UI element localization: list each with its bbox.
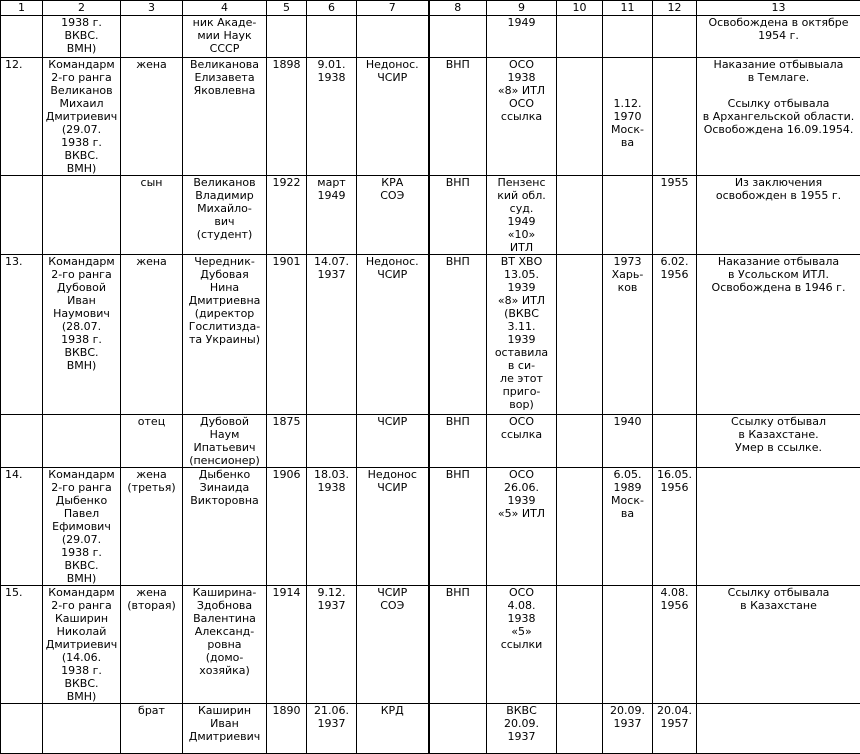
- table-cell-col-8: [429, 58, 487, 176]
- cell-text: 18.03. 1938: [307, 468, 356, 494]
- cell-text: 1890: [267, 704, 306, 717]
- cell-text: ВКВС 20.09. 1937: [487, 704, 556, 743]
- cell-text: Командарм 2-го ранга Дубовой Иван Наумович (28.07. 1938 г. ВКВС. ВМН): [43, 255, 120, 372]
- cell-text: 1955: [653, 176, 696, 189]
- cell-text: 6.02. 1956: [653, 255, 696, 281]
- table-cell-col-3: [121, 586, 183, 704]
- table-cell-col-9: [487, 58, 557, 176]
- column-header-7: 7: [357, 1, 429, 16]
- table-cell-col-1: [1, 704, 43, 754]
- table-cell-col-11: [603, 704, 653, 754]
- column-header-2: 2: [43, 1, 121, 16]
- cell-text: Командарм 2-го ранга Каширин Николай Дмитриевич (14.06. 1938 г. ВКВС. ВМН): [43, 586, 120, 703]
- table-cell-col-9: [487, 468, 557, 586]
- table-row: [1, 58, 860, 176]
- column-header-13: 13: [697, 1, 860, 16]
- table-cell-col-13: [697, 415, 860, 468]
- table-row: [1, 586, 860, 704]
- cell-text: Ссылку отбывал в Казахстане. Умер в ссылке.: [697, 415, 860, 454]
- table-cell-col-11: [603, 586, 653, 704]
- cell-text: Наказание отбывала в Усольском ИТЛ. Освобождена в 1946 г.: [697, 255, 860, 294]
- table-cell-col-1: [1, 16, 43, 58]
- table-cell-col-2: [43, 704, 121, 754]
- table-cell-col-9: [487, 586, 557, 704]
- table-cell-col-1: [1, 58, 43, 176]
- table-cell-col-7: [357, 468, 429, 586]
- cell-text: 20.04. 1957: [653, 704, 696, 730]
- table-cell-col-12: [653, 586, 697, 704]
- cell-text: жена: [121, 58, 182, 71]
- table-cell-col-11: [603, 58, 653, 176]
- cell-text: 4.08. 1956: [653, 586, 696, 612]
- table-cell-col-10: [557, 16, 603, 58]
- table-cell-col-5: [267, 176, 307, 255]
- table-cell-col-13: [697, 16, 860, 58]
- table-cell-col-12: [653, 16, 697, 58]
- column-header-11: 11: [603, 1, 653, 16]
- table-cell-col-4: [183, 586, 267, 704]
- cell-text: Командарм 2-го ранга Великанов Михаил Дмитриевич (29.07. 1938 г. ВКВС. ВМН): [43, 58, 120, 175]
- column-header-10: 10: [557, 1, 603, 16]
- column-header-5: 5: [267, 1, 307, 16]
- cell-text: 16.05. 1956: [653, 468, 696, 494]
- cell-text: ОСО ссылка: [487, 415, 556, 441]
- table-cell-col-10: [557, 468, 603, 586]
- table-cell-col-4: [183, 255, 267, 415]
- cell-text: 1973 Харь- ков: [603, 255, 652, 294]
- table-cell-col-9: [487, 415, 557, 468]
- table-cell-col-12: [653, 58, 697, 176]
- table-cell-col-10: [557, 586, 603, 704]
- cell-text: 1901: [267, 255, 306, 268]
- cell-text: Ссылку отбывала в Казахстане: [697, 586, 860, 612]
- table-cell-col-11: [603, 415, 653, 468]
- cell-text: КРА СОЭ: [357, 176, 428, 202]
- cell-text: ВТ ХВО 13.05. 1939 «8» ИТЛ (ВКВС 3.11. 1939 оставила в си- ле этот приго- вор): [487, 255, 556, 411]
- table-cell-col-3: [121, 176, 183, 255]
- table-cell-col-2: [43, 16, 121, 58]
- cell-text: ВНП: [430, 468, 487, 481]
- table-cell-col-4: [183, 16, 267, 58]
- table-cell-col-1: [1, 468, 43, 586]
- table-cell-col-13: [697, 255, 860, 415]
- cell-text: Каширин Иван Дмитриевич: [183, 704, 266, 743]
- table-cell-col-7: [357, 704, 429, 754]
- cell-text: ВНП: [430, 415, 487, 428]
- table-cell-col-6: [307, 468, 357, 586]
- table-cell-col-11: [603, 176, 653, 255]
- cell-text: ОСО 4.08. 1938 «5» ссылки: [487, 586, 556, 651]
- table-cell-col-7: [357, 58, 429, 176]
- cell-text: Дыбенко Зинаида Викторовна: [183, 468, 266, 507]
- table-cell-col-6: [307, 176, 357, 255]
- cell-text: ЧСИР: [357, 415, 428, 428]
- table-cell-col-8: [429, 415, 487, 468]
- cell-text: жена: [121, 255, 182, 268]
- table-cell-col-2: [43, 468, 121, 586]
- table-row: [1, 415, 860, 468]
- cell-text: Командарм 2-го ранга Дыбенко Павел Ефимович (29.07. 1938 г. ВКВС. ВМН): [43, 468, 120, 585]
- cell-text: Пензенс кий обл. суд. 1949 «10» ИТЛ: [487, 176, 556, 254]
- table-cell-col-5: [267, 586, 307, 704]
- table-cell-col-12: [653, 255, 697, 415]
- column-header-6: 6: [307, 1, 357, 16]
- table-cell-col-8: [429, 704, 487, 754]
- table-cell-col-1: [1, 415, 43, 468]
- table-cell-col-13: [697, 704, 860, 754]
- table-cell-col-10: [557, 415, 603, 468]
- table-cell-col-8: [429, 255, 487, 415]
- table-cell-col-4: [183, 58, 267, 176]
- table-cell-col-10: [557, 176, 603, 255]
- cell-text: ВНП: [430, 58, 487, 71]
- table-cell-col-7: [357, 586, 429, 704]
- table-cell-col-10: [557, 58, 603, 176]
- table-cell-col-3: [121, 58, 183, 176]
- table-cell-col-3: [121, 255, 183, 415]
- table-cell-col-10: [557, 704, 603, 754]
- table-cell-col-8: [429, 176, 487, 255]
- cell-text: 13.: [5, 255, 42, 268]
- table-cell-col-4: [183, 468, 267, 586]
- cell-text: Дубовой Наум Ипатьевич (пенсионер): [183, 415, 266, 467]
- cell-text: ОСО 26.06. 1939 «5» ИТЛ: [487, 468, 556, 520]
- table-cell-col-2: [43, 586, 121, 704]
- cell-text: ВНП: [430, 255, 487, 268]
- table-cell-col-5: [267, 16, 307, 58]
- table-cell-col-5: [267, 468, 307, 586]
- cell-text: отец: [121, 415, 182, 428]
- table-cell-col-11: [603, 16, 653, 58]
- table-cell-col-6: [307, 704, 357, 754]
- table-cell-col-11: [603, 255, 653, 415]
- table-cell-col-13: [697, 176, 860, 255]
- cell-text: 1914: [267, 586, 306, 599]
- table-cell-col-7: [357, 16, 429, 58]
- cell-text: КРД: [357, 704, 428, 717]
- table-cell-col-1: [1, 176, 43, 255]
- column-header-12: 12: [653, 1, 697, 16]
- column-header-8: 8: [429, 1, 487, 16]
- cell-text: Чередник- Дубовая Нина Дмитриевна (директор Гослитизда- та Украины): [183, 255, 266, 346]
- table-row: [1, 468, 860, 586]
- table-cell-col-8: [429, 468, 487, 586]
- table-cell-col-13: [697, 586, 860, 704]
- cell-text: жена (вторая): [121, 586, 182, 612]
- cell-text: 1.12. 1970 Моск- ва: [603, 58, 652, 149]
- cell-text: 1940: [603, 415, 652, 428]
- table-cell-col-12: [653, 415, 697, 468]
- cell-text: 9.12. 1937: [307, 586, 356, 612]
- cell-text: ЧСИР СОЭ: [357, 586, 428, 612]
- table-cell-col-13: [697, 468, 860, 586]
- table-cell-col-3: [121, 415, 183, 468]
- cell-text: 20.09. 1937: [603, 704, 652, 730]
- cell-text: Недонос. ЧСИР: [357, 58, 428, 84]
- table-cell-col-3: [121, 468, 183, 586]
- cell-text: Великанов Владимир Михайло- вич (студент): [183, 176, 266, 241]
- cell-text: ВНП: [430, 176, 487, 189]
- table-cell-col-2: [43, 58, 121, 176]
- cell-text: Из заключения освобожден в 1955 г.: [697, 176, 860, 202]
- column-header-4: 4: [183, 1, 267, 16]
- table-cell-col-2: [43, 255, 121, 415]
- table-cell-col-7: [357, 415, 429, 468]
- cell-text: 1922: [267, 176, 306, 189]
- header-row: [1, 1, 860, 16]
- cell-text: 1898: [267, 58, 306, 71]
- cell-text: Недонос ЧСИР: [357, 468, 428, 494]
- table-cell-col-12: [653, 468, 697, 586]
- cell-text: 14.07. 1937: [307, 255, 356, 281]
- table-cell-col-9: [487, 704, 557, 754]
- cell-text: ник Акаде- мии Наук СССР: [183, 16, 266, 55]
- cell-text: брат: [121, 704, 182, 717]
- table-cell-col-6: [307, 255, 357, 415]
- cell-text: ОСО 1938 «8» ИТЛ ОСО ссылка: [487, 58, 556, 123]
- table-cell-col-6: [307, 16, 357, 58]
- table-cell-col-3: [121, 16, 183, 58]
- table-cell-col-8: [429, 586, 487, 704]
- table-cell-col-4: [183, 415, 267, 468]
- cell-text: Великанова Елизавета Яковлевна: [183, 58, 266, 97]
- cell-text: 1949: [487, 16, 556, 29]
- cell-text: 1875: [267, 415, 306, 428]
- cell-text: 14.: [5, 468, 42, 481]
- table-cell-col-11: [603, 468, 653, 586]
- table-cell-col-4: [183, 704, 267, 754]
- table-cell-col-5: [267, 704, 307, 754]
- cell-text: Недонос. ЧСИР: [357, 255, 428, 281]
- cell-text: ВНП: [430, 586, 487, 599]
- table-cell-col-2: [43, 176, 121, 255]
- table-cell-col-12: [653, 704, 697, 754]
- table-cell-col-5: [267, 58, 307, 176]
- table-cell-col-10: [557, 255, 603, 415]
- table-cell-col-9: [487, 16, 557, 58]
- cell-text: 6.05. 1989 Моск- ва: [603, 468, 652, 520]
- table-cell-col-3: [121, 704, 183, 754]
- table-cell-col-8: [429, 16, 487, 58]
- column-header-9: 9: [487, 1, 557, 16]
- table-cell-col-7: [357, 176, 429, 255]
- table-cell-col-13: [697, 58, 860, 176]
- table-cell-col-6: [307, 415, 357, 468]
- table-cell-col-5: [267, 415, 307, 468]
- table-cell-col-6: [307, 58, 357, 176]
- cell-text: Освобождена в октябре 1954 г.: [697, 16, 860, 42]
- table-cell-col-4: [183, 176, 267, 255]
- cell-text: сын: [121, 176, 182, 189]
- table-cell-col-1: [1, 586, 43, 704]
- table-cell-col-7: [357, 255, 429, 415]
- table-row: [1, 704, 860, 754]
- cell-text: Каширина- Здобнова Валентина Александ- ровна (домо- хозяйка): [183, 586, 266, 677]
- table-cell-col-12: [653, 176, 697, 255]
- cell-text: 1906: [267, 468, 306, 481]
- table-cell-col-9: [487, 176, 557, 255]
- table-cell-col-5: [267, 255, 307, 415]
- table-row: [1, 255, 860, 415]
- column-header-3: 3: [121, 1, 183, 16]
- cell-text: 12.: [5, 58, 42, 71]
- cell-text: 15.: [5, 586, 42, 599]
- cell-text: Наказание отбывыала в Темлаге. Ссылку отбывала в Архангельской области. Освобождена 16.09.1954.: [697, 58, 860, 136]
- cell-text: жена (третья): [121, 468, 182, 494]
- table-cell-col-9: [487, 255, 557, 415]
- table-row: [1, 16, 860, 58]
- cell-text: март 1949: [307, 176, 356, 202]
- table-row: [1, 176, 860, 255]
- table-cell-col-6: [307, 586, 357, 704]
- cell-text: 1938 г. ВКВС. ВМН): [43, 16, 120, 55]
- column-header-1: 1: [1, 1, 43, 16]
- cell-text: 9.01. 1938: [307, 58, 356, 84]
- table-cell-col-1: [1, 255, 43, 415]
- table-cell-col-2: [43, 415, 121, 468]
- cell-text: 21.06. 1937: [307, 704, 356, 730]
